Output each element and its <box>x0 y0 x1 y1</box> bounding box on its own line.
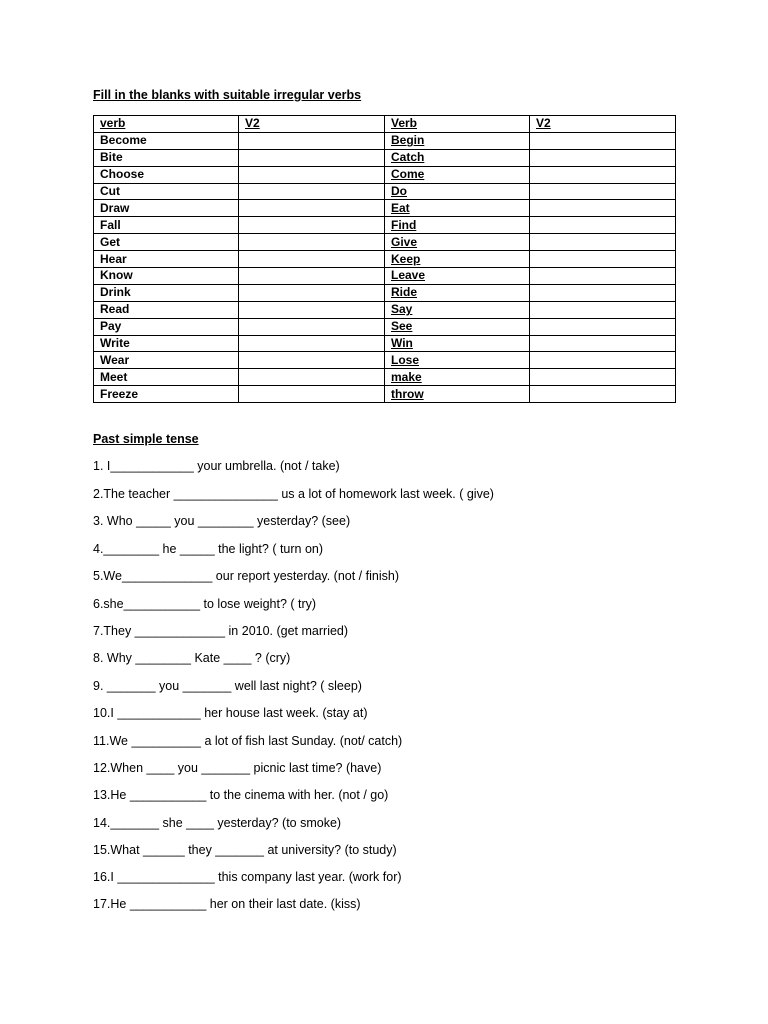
column-header: Verb <box>385 116 530 133</box>
v2-blank-cell[interactable] <box>530 386 676 403</box>
v2-blank-cell[interactable] <box>530 268 676 285</box>
exercise-item: 16.I ______________ this company last year. (work for) <box>93 870 402 884</box>
table-row <box>94 149 676 166</box>
table-row <box>94 284 676 301</box>
v2-blank-cell[interactable] <box>530 251 676 268</box>
verb-cell: Freeze <box>94 386 239 403</box>
exercise-item: 17.He ___________ her on their last date. (kiss) <box>93 897 361 911</box>
v2-blank-cell[interactable] <box>239 132 385 149</box>
table-row <box>94 166 676 183</box>
exercise-item: 6.she___________ to lose weight? ( try) <box>93 597 317 611</box>
verb-cell: Catch <box>385 149 530 166</box>
exercise-item: 9. _______ you _______ well last night? ( sleep) <box>93 679 362 693</box>
table-row <box>94 386 676 403</box>
v2-blank-cell[interactable] <box>239 217 385 234</box>
v2-blank-cell[interactable] <box>239 318 385 335</box>
exercise-item: 12.When ____ you _______ picnic last time? (have) <box>93 761 382 775</box>
v2-blank-cell[interactable] <box>239 335 385 352</box>
verb-cell: Write <box>94 335 239 352</box>
verb-cell: make <box>385 369 530 386</box>
v2-blank-cell[interactable] <box>530 200 676 217</box>
v2-blank-cell[interactable] <box>530 318 676 335</box>
v2-blank-cell[interactable] <box>530 234 676 251</box>
verb-cell: Leave <box>385 268 530 285</box>
verb-cell: Lose <box>385 352 530 369</box>
verb-cell: Find <box>385 217 530 234</box>
v2-blank-cell[interactable] <box>530 166 676 183</box>
v2-blank-cell[interactable] <box>530 183 676 200</box>
table-row <box>94 132 676 149</box>
section-title: Past simple tense <box>93 432 199 446</box>
exercise-item: 4.________ he _____ the light? ( turn on) <box>93 542 324 556</box>
v2-blank-cell[interactable] <box>530 149 676 166</box>
verb-cell: Ride <box>385 284 530 301</box>
verb-cell: Do <box>385 183 530 200</box>
verb-cell: Know <box>94 268 239 285</box>
v2-blank-cell[interactable] <box>530 335 676 352</box>
verb-cell: throw <box>385 386 530 403</box>
v2-blank-cell[interactable] <box>239 251 385 268</box>
v2-blank-cell[interactable] <box>239 369 385 386</box>
exercise-item: 2.The teacher _______________ us a lot of homework last week. ( give) <box>93 487 494 501</box>
exercise-item: 10.I ____________ her house last week. (stay at) <box>93 706 368 720</box>
verb-cell: Give <box>385 234 530 251</box>
exercise-item: 1. I____________ your umbrella. (not / take) <box>93 459 340 473</box>
table-row <box>94 301 676 318</box>
exercise-item: 5.We_____________ our report yesterday. (not / finish) <box>93 569 399 583</box>
exercise-item: 13.He ___________ to the cinema with her. (not / go) <box>93 788 389 802</box>
verb-cell: Win <box>385 335 530 352</box>
v2-blank-cell[interactable] <box>239 200 385 217</box>
v2-blank-cell[interactable] <box>530 284 676 301</box>
table-row <box>94 183 676 200</box>
v2-blank-cell[interactable] <box>239 352 385 369</box>
worksheet-heading: Fill in the blanks with suitable irregular verbs <box>93 88 362 102</box>
verb-cell: Bite <box>94 149 239 166</box>
v2-blank-cell[interactable] <box>530 217 676 234</box>
v2-blank-cell[interactable] <box>239 183 385 200</box>
verb-cell: Pay <box>94 318 239 335</box>
v2-blank-cell[interactable] <box>239 234 385 251</box>
irregular-verbs-table <box>93 115 676 403</box>
table-row <box>94 200 676 217</box>
table-row <box>94 234 676 251</box>
verb-cell: Read <box>94 301 239 318</box>
v2-blank-cell[interactable] <box>530 369 676 386</box>
verb-cell: Fall <box>94 217 239 234</box>
table-row <box>94 268 676 285</box>
verb-cell: Meet <box>94 369 239 386</box>
verb-cell: Get <box>94 234 239 251</box>
verb-cell: Wear <box>94 352 239 369</box>
table-row <box>94 318 676 335</box>
column-header: V2 <box>239 116 385 133</box>
verb-cell: Come <box>385 166 530 183</box>
v2-blank-cell[interactable] <box>530 132 676 149</box>
table-row <box>94 352 676 369</box>
v2-blank-cell[interactable] <box>530 352 676 369</box>
v2-blank-cell[interactable] <box>239 149 385 166</box>
verb-cell: Hear <box>94 251 239 268</box>
verb-cell: Say <box>385 301 530 318</box>
column-header: V2 <box>530 116 676 133</box>
exercise-item: 3. Who _____ you ________ yesterday? (see) <box>93 514 351 528</box>
verb-cell: Keep <box>385 251 530 268</box>
verb-cell: Draw <box>94 200 239 217</box>
column-header: verb <box>94 116 239 133</box>
verb-cell: See <box>385 318 530 335</box>
v2-blank-cell[interactable] <box>239 284 385 301</box>
exercise-item: 14._______ she ____ yesterday? (to smoke) <box>93 816 342 830</box>
v2-blank-cell[interactable] <box>239 268 385 285</box>
table-row <box>94 251 676 268</box>
verb-cell: Eat <box>385 200 530 217</box>
verb-cell: Drink <box>94 284 239 301</box>
v2-blank-cell[interactable] <box>239 386 385 403</box>
v2-blank-cell[interactable] <box>530 301 676 318</box>
verb-cell: Become <box>94 132 239 149</box>
table-row <box>94 217 676 234</box>
exercise-item: 15.What ______ they _______ at university? (to study) <box>93 843 397 857</box>
verb-cell: Choose <box>94 166 239 183</box>
v2-blank-cell[interactable] <box>239 301 385 318</box>
verb-cell: Cut <box>94 183 239 200</box>
exercise-item: 8. Why ________ Kate ____ ? (cry) <box>93 651 291 665</box>
table-header-row <box>94 116 676 133</box>
exercise-item: 7.They _____________ in 2010. (get married) <box>93 624 349 638</box>
table-row <box>94 369 676 386</box>
table-row <box>94 335 676 352</box>
verb-cell: Begin <box>385 132 530 149</box>
v2-blank-cell[interactable] <box>239 166 385 183</box>
exercise-item: 11.We __________ a lot of fish last Sunday. (not/ catch) <box>93 734 403 748</box>
